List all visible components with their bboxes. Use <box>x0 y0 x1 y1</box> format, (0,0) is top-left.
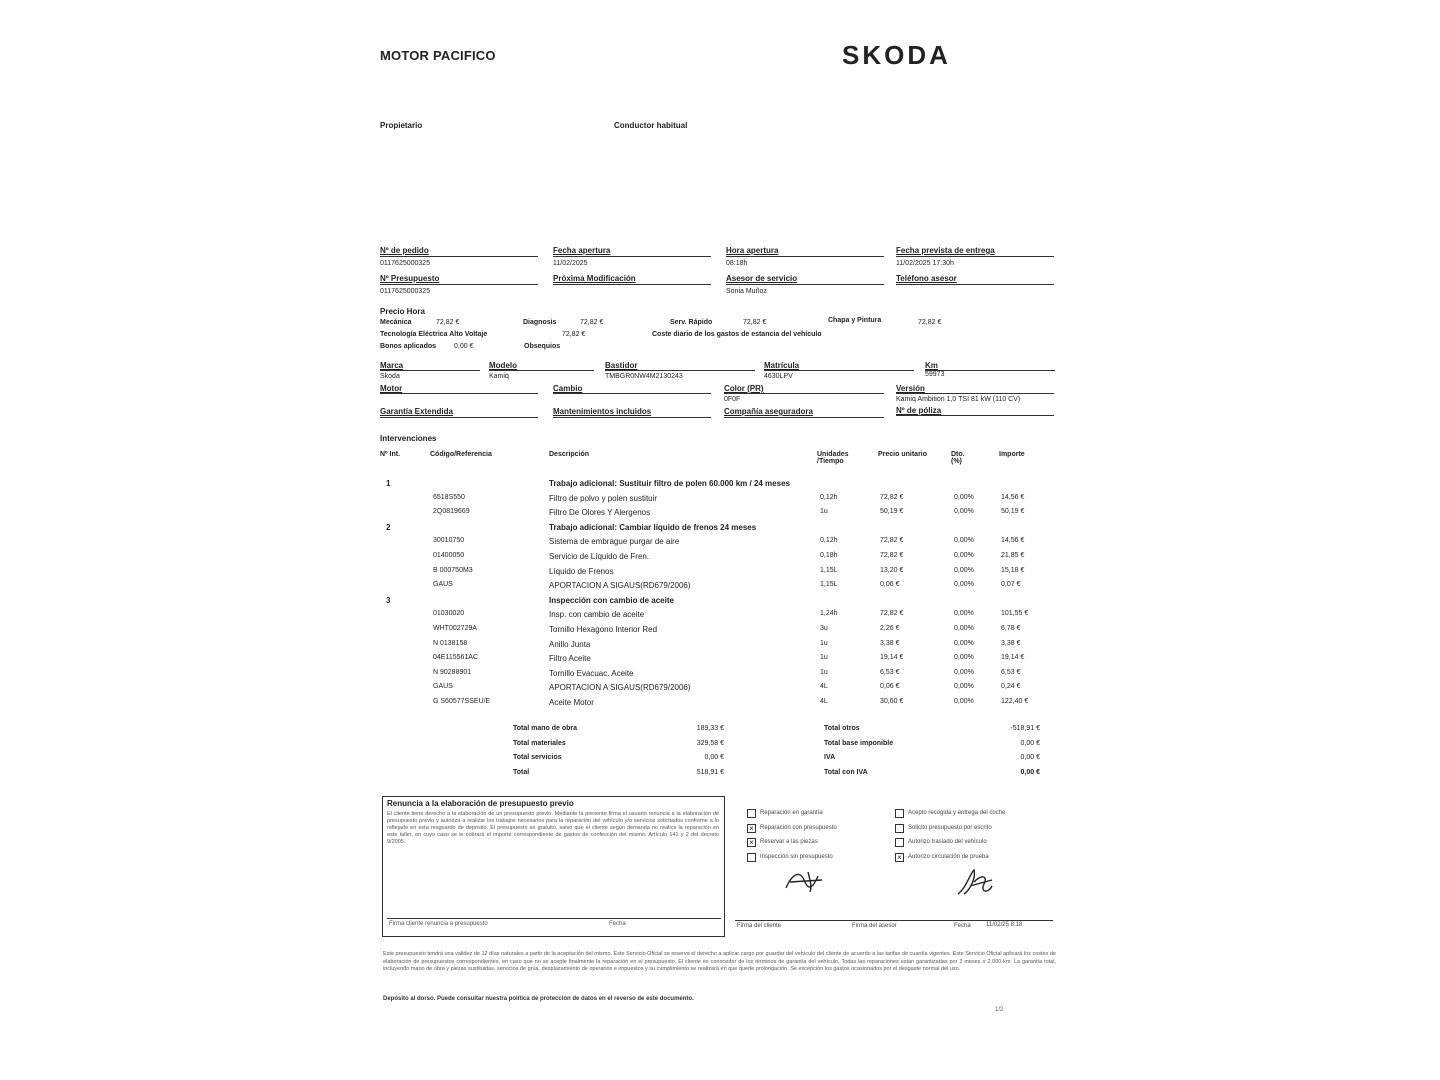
next-mod-label: Próxima Modificación <box>553 274 636 283</box>
page-number: 1/2 <box>995 1007 1004 1013</box>
client-signature <box>782 866 832 896</box>
row-code: WHT002729A <box>433 625 477 632</box>
sign-date-value: 11/02/25 8:18 <box>986 922 1023 928</box>
row-dto: 0,00% <box>954 668 974 676</box>
option-label: Solicito presupuesto por escrito <box>908 824 992 831</box>
row-dto: 0,00% <box>954 639 974 647</box>
table-row <box>0 669 1440 683</box>
table-row <box>0 698 1440 712</box>
row-amount: 6,53 € <box>1001 668 1021 676</box>
table-row <box>0 508 1440 522</box>
row-units: 1,15L <box>820 566 838 574</box>
row-dto: 0,00% <box>954 581 974 589</box>
order-no: 0117625000325 <box>380 260 431 267</box>
row-desc: Aceite Motor <box>549 698 594 707</box>
row-dto: 0,00% <box>954 698 974 705</box>
row-units: 0,12h <box>820 493 838 501</box>
km-value: 59973 <box>925 371 945 378</box>
option-label: Autorizo circulación de prueba <box>908 853 989 860</box>
row-price: 13,20 € <box>880 566 904 574</box>
table-row <box>0 625 1440 639</box>
right-total-value: 0,00 € <box>1020 754 1040 761</box>
right-total-label: Total otros <box>824 725 860 732</box>
row-desc: Trabajo adicional: Sustituir filtro de polen 60.000 km / 24 meses <box>549 479 790 488</box>
bastidor-label: Bastidor <box>605 361 638 370</box>
color-label: Color (PR) <box>724 384 764 393</box>
right-total-label: Total con IVA <box>824 768 868 776</box>
privacy-text: Depósito al dorso. Puede consultar nuestra política de protección de datos en el reverso de este documento. <box>383 996 694 1002</box>
price-title: Precio Hora <box>380 307 425 316</box>
row-desc: Inspección con cambio de aceite <box>549 595 674 605</box>
row-price: 72,82 € <box>880 493 904 501</box>
row-dto: 0,00% <box>954 552 974 559</box>
row-dto: 0,00% <box>954 683 974 691</box>
left-total-label: Total servicios <box>513 754 562 761</box>
option-checkbox[interactable] <box>895 824 904 833</box>
row-code: 2Q0819669 <box>433 508 470 516</box>
waiver-text: El cliente tiene derecho a la elaboración de un presupuesto previo. Mediante la presente firma el usuario renuncia a la elaboración de presupuesto previo y autoriza a realizar los trabajos necesarios para la reparación del vehículo y/o servicios solicitados conforme a lo reflejado en esta resguardo de depósito. El presupuesto es gratuito, salvo que el cliente según demanda no realice la reparación en este taller, en cuyo caso se le cobrará el importe correspondiente de gastos de confección del mismo. Artículo 141 y 2 del decreto 9/2005. <box>387 811 719 845</box>
right-total-value: 0,00 € <box>1020 768 1040 776</box>
skoda-logo: SKODA <box>842 40 951 70</box>
right-total-label: Total base imponible <box>824 739 894 747</box>
waiver-title: Renuncia a la elaboración de presupuesto previo <box>387 799 574 808</box>
cambio-label: Cambio <box>553 384 583 393</box>
open-date-label: Fecha apertura <box>553 246 611 255</box>
delivery-label: Fecha prevista de entrega <box>896 246 995 255</box>
right-total-label: IVA <box>824 754 836 761</box>
bonos-label: Bonos aplicados <box>380 343 437 350</box>
advisor-label: Asesor de servicio <box>726 274 798 283</box>
row-dto: 0,00% <box>954 625 974 632</box>
row-desc: Anillo Junta <box>549 639 591 649</box>
option-label: Reparación en garantía <box>760 810 823 816</box>
option-checkbox[interactable] <box>895 809 904 818</box>
row-units: 1u <box>820 654 828 662</box>
row-code: 01030020 <box>433 610 465 618</box>
row-amount: 50,19 € <box>1001 508 1025 516</box>
row-units: 0,12h <box>820 537 838 545</box>
row-desc: Tornillo Evacuac. Aceite <box>549 668 634 678</box>
garantia-label: Garantía Extendida <box>380 407 453 416</box>
row-dto: 0,00% <box>954 508 974 516</box>
row-amount: 3,38 € <box>1001 639 1021 647</box>
row-units: 1u <box>820 639 828 647</box>
option-label: Autorizo traslado del vehículo <box>908 839 987 845</box>
compania-label: Compañía aseguradora <box>724 407 813 416</box>
table-row <box>0 567 1440 581</box>
chapa-label: Chapa y Pintura <box>828 317 882 324</box>
row-code: GAUS <box>433 683 453 691</box>
owner-label: Propietario <box>380 121 423 130</box>
left-total-label: Total mano de obra <box>513 725 578 732</box>
row-amount: 14,56 € <box>1001 537 1025 545</box>
row-dto: 0,00% <box>954 566 974 574</box>
row-code: 04E115561AC <box>433 654 479 662</box>
version-value: Kamiq Ambition 1,0 TSI 81 kW (110 CV) <box>896 396 1021 403</box>
row-desc: Tornillo Hexagono Interior Red <box>549 625 658 634</box>
option-checkbox[interactable] <box>747 809 756 818</box>
row-units: 1u <box>820 668 828 676</box>
row-units: 0,18h <box>820 552 838 559</box>
table-row <box>0 552 1440 566</box>
left-total-value: 189,33 € <box>696 725 724 732</box>
budget-no-label: Nº Presupuesto <box>380 274 440 283</box>
bonos-value: 0,00 € <box>454 343 474 350</box>
row-dto: 0,00% <box>954 493 974 501</box>
left-total-value: 329,58 € <box>696 739 724 747</box>
chapa-price: 72,82 € <box>918 319 942 326</box>
table-row <box>0 683 1440 697</box>
modelo-label: Modelo <box>489 361 517 370</box>
row-amount: 21,85 € <box>1001 552 1025 559</box>
modelo-value: Kamiq <box>489 373 509 380</box>
col-header-amount: Importe <box>999 451 1025 458</box>
row-desc: Filtro De Olores Y Alergenos <box>549 508 651 518</box>
col-header-n: Nº Int. <box>380 451 401 458</box>
row-price: 0,06 € <box>880 683 900 691</box>
option-label: Reparación con presupuesto <box>760 824 837 831</box>
phone-label: Teléfono asesor <box>896 274 957 283</box>
marca-label: Marca <box>380 361 404 370</box>
row-desc: APORTACION A SIGAUS(RD679/2006) <box>549 581 691 591</box>
km-label: Km <box>925 361 938 370</box>
row-units: 3u <box>820 625 828 632</box>
budget-no: 0117625000325 <box>380 288 431 295</box>
row-desc: Sistema de embrague purgar de aire <box>549 537 680 547</box>
row-amount: 101,55 € <box>1001 610 1029 618</box>
row-code: GAUS <box>433 581 453 589</box>
order-no-label: Nº de pedido <box>380 246 429 255</box>
row-desc: Insp. con cambio de aceite <box>549 610 645 620</box>
option-label: Inspección sin presupuesto <box>760 853 833 860</box>
option-checkbox[interactable]: × <box>747 824 756 833</box>
row-desc: Líquido de Frenos <box>549 566 614 576</box>
waiver-date-label: Fecha <box>609 921 626 927</box>
table-row <box>0 479 1440 493</box>
advisor-name: Sonia Muñoz <box>726 288 767 295</box>
open-time-label: Hora apertura <box>726 246 779 255</box>
tec-price: 72,82 € <box>562 331 586 338</box>
interventions-title: Intervenciones <box>380 434 437 443</box>
left-total-value: 0,00 € <box>704 754 724 761</box>
advisor-sign-label: Firma del asesor <box>852 923 897 929</box>
matricula-label: Matrícula <box>764 361 800 370</box>
mecanica-label: Mecánica <box>380 319 412 326</box>
row-code: N 90288901 <box>433 668 472 676</box>
company-name: MOTOR PACIFICO <box>380 48 496 63</box>
diagnosis-label: Diagnosis <box>523 319 557 326</box>
row-amount: 0,07 € <box>1001 581 1021 589</box>
row-price: 3,38 € <box>880 639 900 647</box>
col-header-units: Unidades /Tiempo <box>817 451 849 465</box>
row-code: N 0138158 <box>433 639 468 647</box>
row-units: 1u <box>820 508 828 516</box>
table-row <box>0 537 1440 551</box>
row-price: 19,14 € <box>880 654 904 662</box>
left-total-label: Total materiales <box>513 739 566 747</box>
open-date: 11/02/2025 <box>553 260 588 267</box>
right-total-value: 0,00 € <box>1020 739 1040 747</box>
advisor-signature <box>952 864 998 900</box>
col-header-dto: Dto. (%) <box>951 451 965 465</box>
delivery-date: 11/02/2025 17:30h <box>896 260 954 267</box>
diagnosis-price: 72,82 € <box>580 319 604 326</box>
row-price: 72,82 € <box>880 537 904 545</box>
waiver-sign-label: Firma cliente renuncia a presupuesto <box>389 921 488 927</box>
serv-label: Serv. Rápido <box>670 319 713 326</box>
table-row <box>0 581 1440 595</box>
row-price: 2,26 € <box>880 625 900 632</box>
option-label: Reservar a las piezas <box>760 839 818 845</box>
table-row <box>0 494 1440 508</box>
sign-date-label: Fecha <box>954 923 971 929</box>
mantenimientos-label: Mantenimientos incluidos <box>553 407 652 416</box>
row-n: 2 <box>386 522 391 532</box>
row-desc: Filtro de polvo y polen sustituir <box>549 493 658 503</box>
col-header-code: Código/Referencia <box>430 451 492 458</box>
table-row <box>0 654 1440 668</box>
mecanica-price: 72,82 € <box>436 319 460 326</box>
table-row <box>0 610 1440 624</box>
row-dto: 0,00% <box>954 537 974 545</box>
row-units: 4L <box>820 698 828 705</box>
row-price: 30,60 € <box>880 698 904 705</box>
right-total-value: -518,91 € <box>1010 725 1040 732</box>
bastidor-value: TMBGR0NW4M2130243 <box>605 373 683 380</box>
tec-label: Tecnología Eléctrica Alto Voltaje <box>380 331 488 338</box>
left-total-value: 518,91 € <box>696 768 724 776</box>
row-dto: 0,00% <box>954 610 974 618</box>
row-n: 1 <box>386 479 391 488</box>
row-amount: 19,14 € <box>1001 654 1025 662</box>
option-checkbox[interactable] <box>895 838 904 847</box>
marca-value: Skoda <box>380 373 400 380</box>
row-price: 6,53 € <box>880 668 900 676</box>
row-amount: 15,18 € <box>1001 566 1025 574</box>
table-row <box>0 640 1440 654</box>
coste-label: Coste diario de los gastos de estancia del vehículo <box>652 331 822 338</box>
client-sign-label: Firma del cliente <box>737 923 782 929</box>
motor-label: Motor <box>380 384 403 393</box>
row-code: 30010750 <box>433 537 465 545</box>
row-price: 72,82 € <box>880 552 904 559</box>
row-amount: 6,78 € <box>1001 625 1021 632</box>
row-desc: Filtro Aceite <box>549 654 591 664</box>
poliza-label: Nº de póliza <box>896 406 942 415</box>
table-row <box>0 523 1440 537</box>
row-code: B 000750M3 <box>433 566 473 574</box>
option-checkbox[interactable]: × <box>747 838 756 847</box>
col-header-price: Precio unitario <box>878 451 928 458</box>
row-n: 3 <box>386 595 391 605</box>
row-price: 72,82 € <box>880 610 904 618</box>
option-checkbox[interactable] <box>747 853 756 862</box>
serv-price: 72,82 € <box>743 319 767 326</box>
driver-label: Conductor habitual <box>614 121 688 130</box>
row-units: 1,15L <box>820 581 838 589</box>
table-row <box>0 596 1440 610</box>
col-header-desc: Descripción <box>549 451 590 458</box>
open-time: 08:18h <box>726 260 748 267</box>
matricula-value: 4630LPV <box>764 373 793 380</box>
row-code: 01400050 <box>433 552 465 559</box>
color-value: 0F0F <box>724 396 741 403</box>
legal-text: Este presupuesto tendrá una validez de 12 días naturales a partir de la aceptación del mismo. Este Servicio Oficial se reserva el derecho a aplicar cargo por guardar del vehículo del cliente de acuerdo a las tarifas de cuantía vigentes. Este Servicio Oficial aplicará los costes de elaboración de presupuestos correspondientes, en caso que no se acepte finalmente la reparación en el presupuesto. El cliente es conocedor de los términos de garantía del vehículo. Todas las reparaciones están garantizadas por 3 meses o 2.000 km. La garantía total, incluyendo mano de obra y piezas sustituidas, servicios de grúa, desplazamiento de operarios e impuestos y su cumplimiento se realizará en que quede prolongación. Se excepción los gastos ocasionados por el desgaste normal del uso. <box>383 951 1056 972</box>
row-desc: Trabajo adicional: Cambiar líquido de frenos 24 meses <box>549 522 757 532</box>
obsequios-label: Obsequios <box>524 343 561 350</box>
row-price: 0,06 € <box>880 581 900 589</box>
row-amount: 122,40 € <box>1001 698 1029 705</box>
row-units: 4L <box>820 683 828 691</box>
row-desc: APORTACION A SIGAUS(RD679/2006) <box>549 683 691 693</box>
waiver-box <box>382 796 725 937</box>
row-code: 6518S550 <box>433 493 465 501</box>
row-units: 1,24h <box>820 610 838 618</box>
row-amount: 0,24 € <box>1001 683 1021 691</box>
option-checkbox[interactable]: × <box>895 853 904 862</box>
option-label: Acepto recogida y entrega del coche <box>908 810 1006 816</box>
version-label: Versión <box>896 384 925 393</box>
row-price: 50,19 € <box>880 508 904 516</box>
row-amount: 14,56 € <box>1001 493 1025 501</box>
row-code: G S60577SSEU/E <box>433 698 491 705</box>
row-dto: 0,00% <box>954 654 974 662</box>
row-desc: Servicio de Líquido de Fren. <box>549 552 650 561</box>
left-total-label: Total <box>513 768 530 776</box>
